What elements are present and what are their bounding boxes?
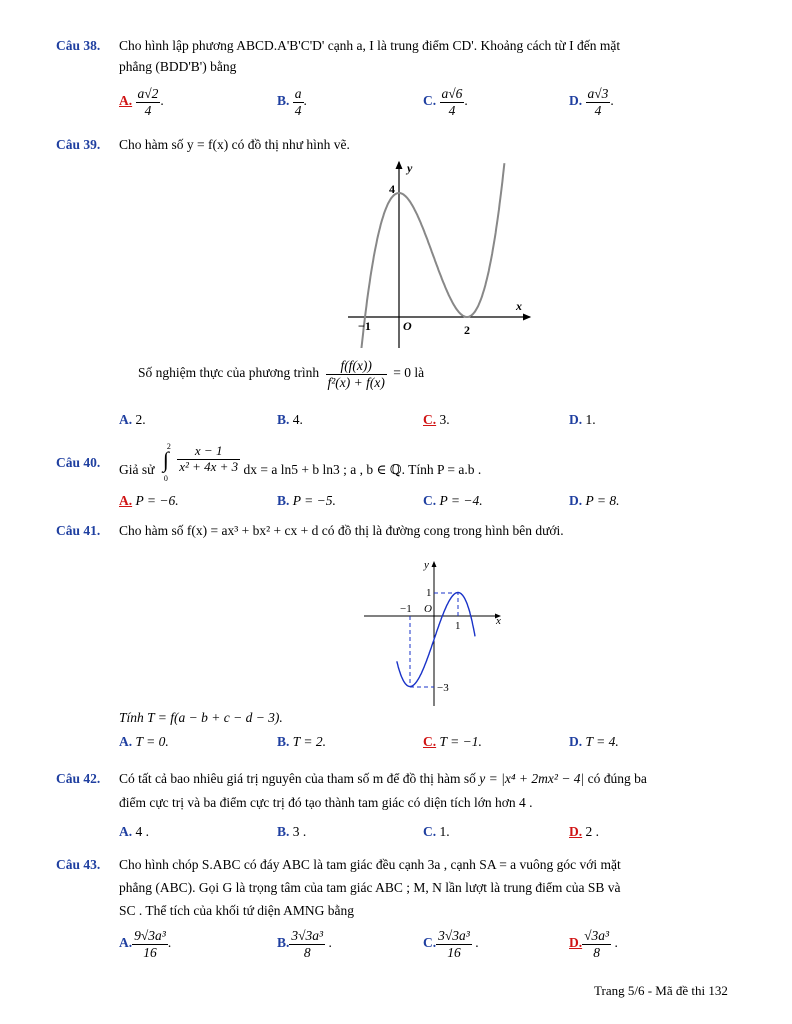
q42-line1-post: có đúng ba — [587, 771, 647, 786]
q42-option-a[interactable] — [119, 824, 149, 840]
q43-option-b-den: 8 — [303, 944, 311, 960]
q38-option-b-letter: B. — [277, 93, 290, 109]
q43-option-c-num: 3√3a³ — [438, 928, 470, 943]
q43-option-a-den: 16 — [143, 944, 157, 960]
question-38-text-line1: Cho hình lập phương ABCD.A'B'C'D' cạnh a, I là trung điểm CD'. Khoảng cách từ I đến mặt — [119, 38, 621, 53]
q42-option-d[interactable] — [569, 824, 599, 840]
q42-option-a-letter: A. — [119, 824, 133, 839]
q42-option-b-letter: B. — [277, 824, 290, 839]
q39-option-b-letter: B. — [277, 412, 290, 427]
q43-option-d-num: √3a³ — [584, 928, 610, 943]
question-41-text: Cho hàm số f(x) = ax³ + bx² + cx + d có đồ thị là đường cong trong hình bên dưới. — [119, 523, 564, 538]
q38-option-c[interactable]: C. $\frac{a√6}{4}$ . — [423, 86, 468, 118]
q40-option-c-letter: C. — [423, 493, 437, 508]
q39-option-a-text: 2. — [135, 412, 146, 427]
q39-eq-num: f(f(x)) — [326, 358, 387, 375]
q41-option-c[interactable] — [423, 734, 482, 750]
question-43-text-line3: SC . Thể tích của khối tứ diện AMNG bằng — [119, 903, 355, 918]
q38-option-a-den: 4 — [144, 102, 152, 118]
q38-option-c-letter: C. — [423, 93, 437, 109]
q40-int-lower: 0 — [163, 474, 168, 483]
q42-option-c-text: 1. — [439, 824, 450, 839]
q43-option-a-num: 9√3a³ — [134, 928, 166, 943]
q39-equation — [138, 358, 424, 390]
q41-graph — [360, 558, 510, 706]
q39-option-d[interactable] — [569, 412, 596, 428]
q40-option-b[interactable] — [277, 493, 336, 509]
q39-option-c[interactable] — [423, 412, 450, 428]
q39-x-label: x — [516, 299, 522, 313]
q39-y-label: y — [407, 161, 413, 175]
q41-tick-1x: 1 — [455, 620, 461, 632]
question-38-text-line2: phẳng (BDD'B') bằng — [119, 59, 237, 74]
question-43-label: Câu 43. — [56, 857, 101, 872]
question-40-label: Câu 40. — [56, 455, 101, 470]
q38-option-b-den: 4 — [294, 102, 302, 118]
q43-option-d-letter: D. — [569, 935, 583, 951]
q40-int-upper: 2 — [166, 442, 171, 451]
q38-option-c-num: a√6 — [441, 86, 463, 101]
q39-tick-4: 4 — [389, 182, 395, 196]
q41-option-b[interactable] — [277, 734, 326, 750]
question-42-text-line2: điểm cực trị và ba điểm cực trị đó tạo thành tam giác có diện tích lớn hơn 4 . — [119, 795, 533, 810]
q43-option-b-letter: B. — [277, 935, 290, 951]
q39-option-b-text: 4. — [292, 412, 303, 427]
question-42-text-line1 — [119, 771, 647, 787]
q40-option-b-text: P = −5. — [292, 493, 336, 508]
q40-option-d-letter: D. — [569, 493, 583, 508]
q38-option-a-letter: A. — [119, 93, 133, 109]
q39-option-c-text: 3. — [439, 412, 450, 427]
q41-tick-1y: 1 — [426, 587, 432, 599]
q40-text — [119, 442, 481, 484]
q40-int-den: x² + 4x + 3 — [179, 458, 239, 474]
q42-option-b[interactable] — [277, 824, 306, 840]
question-38-label: Câu 38. — [56, 38, 101, 53]
q38-option-d[interactable]: D. $\frac{a√3}{4}$ . — [569, 86, 614, 118]
q41-question: Tính T = f(a − b + c − d − 3). — [119, 710, 283, 725]
q40-option-a-letter: A. — [119, 493, 133, 508]
q41-tick-neg1: −1 — [400, 603, 412, 615]
q39-eq-prefix: Số nghiệm thực của phương trình — [138, 365, 320, 381]
q41-option-d[interactable] — [569, 734, 619, 750]
q38-option-d-num: a√3 — [587, 86, 609, 101]
q42-option-c[interactable] — [423, 824, 450, 840]
q39-tick-2: 2 — [464, 323, 470, 337]
q41-option-c-letter: C. — [423, 734, 437, 749]
q38-option-a[interactable]: A. $\frac{a√2}{4}$ . — [119, 86, 164, 118]
q39-eq-den: f²(x) + f(x) — [327, 374, 385, 390]
q40-option-a[interactable] — [119, 493, 179, 509]
q40-integral: ∫ 2 0 — [162, 442, 171, 483]
q39-option-a-letter: A. — [119, 412, 133, 427]
q39-eq-suffix: = 0 là — [393, 365, 425, 381]
q40-int-num: x − 1 — [177, 444, 240, 460]
q43-option-c[interactable]: C. $\frac{\text{3√3a³}}{16}$ . — [423, 928, 479, 960]
q42-option-c-letter: C. — [423, 824, 437, 839]
q41-option-b-text: T = 2. — [292, 734, 327, 749]
q43-option-a[interactable]: A. $\frac{\text{9√3a³}}{16}$ . — [119, 928, 172, 960]
q41-tick-neg3: −3 — [437, 682, 449, 694]
q39-option-d-text: 1. — [585, 412, 596, 427]
q43-option-d[interactable]: D. $\frac{\text{√3a³}}{8}$ . — [569, 928, 618, 960]
q38-option-d-letter: D. — [569, 93, 583, 109]
q42-option-d-text: 2 . — [585, 824, 599, 839]
q40-option-d[interactable] — [569, 493, 620, 509]
q41-option-b-letter: B. — [277, 734, 290, 749]
q41-y-label: y — [424, 559, 429, 571]
q40-suffix: dx = a ln5 + b ln3 ; a , b ∈ ℚ. Tính P = a.b . — [243, 461, 482, 477]
q39-option-d-letter: D. — [569, 412, 583, 427]
q40-option-c-text: P = −4. — [439, 493, 483, 508]
q41-option-d-letter: D. — [569, 734, 583, 749]
q40-option-a-text: P = −6. — [135, 493, 179, 508]
q39-graph — [340, 158, 540, 348]
q43-option-b-num: 3√3a³ — [291, 928, 324, 943]
q42-option-d-letter: D. — [569, 824, 583, 839]
q39-tick-neg1: −1 — [358, 319, 371, 333]
page-footer: Trang 5/6 - Mã đề thi 132 — [594, 983, 728, 998]
question-41-label: Câu 41. — [56, 523, 101, 538]
question-39-text: Cho hàm số y = f(x) có đồ thị như hình vẽ. — [119, 137, 350, 152]
q39-option-a[interactable] — [119, 412, 146, 428]
q43-option-c-letter: C. — [423, 935, 437, 951]
q41-option-d-text: T = 4. — [585, 734, 619, 749]
q38-option-c-den: 4 — [448, 102, 456, 118]
q43-option-b[interactable]: B. $\frac{\text{3√3a³}}{8}$ . — [277, 928, 332, 960]
q40-prefix: Giả sử — [119, 461, 155, 477]
q41-option-a[interactable] — [119, 734, 169, 750]
q42-option-b-text: 3 . — [292, 824, 307, 839]
question-43-text-line1: Cho hình chóp S.ABC có đáy ABC là tam giác đều cạnh 3a , cạnh SA = a vuông góc với mặt — [119, 857, 621, 872]
q38-option-a-num: a√2 — [137, 86, 159, 101]
q42-option-a-text: 4 . — [135, 824, 149, 839]
q41-option-a-text: T = 0. — [135, 734, 169, 749]
q43-option-a-letter: A. — [119, 935, 133, 951]
q39-origin: O — [403, 319, 412, 333]
q41-option-c-text: T = −1. — [439, 734, 482, 749]
q38-option-b[interactable]: B. $\frac{a}{4}$ . — [277, 86, 307, 118]
q40-option-b-letter: B. — [277, 493, 290, 508]
q38-option-b-num: a — [294, 86, 302, 101]
q43-option-d-den: 8 — [593, 944, 600, 960]
q40-option-c[interactable] — [423, 493, 483, 509]
q42-line1-pre: Có tất cả bao nhiêu giá trị nguyên của tham số m để đồ thị hàm số — [119, 771, 476, 786]
q43-option-c-den: 16 — [447, 944, 461, 960]
q41-x-label: x — [496, 615, 501, 627]
q41-option-a-letter: A. — [119, 734, 133, 749]
q38-option-d-den: 4 — [594, 102, 602, 118]
q40-option-d-text: P = 8. — [585, 493, 620, 508]
q39-option-c-letter: C. — [423, 412, 437, 427]
q42-function: y = |x⁴ + 2mx² − 4| — [479, 771, 585, 786]
q39-option-b[interactable] — [277, 412, 303, 428]
question-43-text-line2: phẳng (ABC). Gọi G là trọng tâm của tam giác ABC ; M, N lần lượt là trung điểm của SB và — [119, 880, 621, 895]
q41-origin: O — [424, 603, 432, 615]
q39-curve — [355, 163, 505, 348]
question-39-label: Câu 39. — [56, 137, 101, 152]
question-42-label: Câu 42. — [56, 771, 101, 786]
